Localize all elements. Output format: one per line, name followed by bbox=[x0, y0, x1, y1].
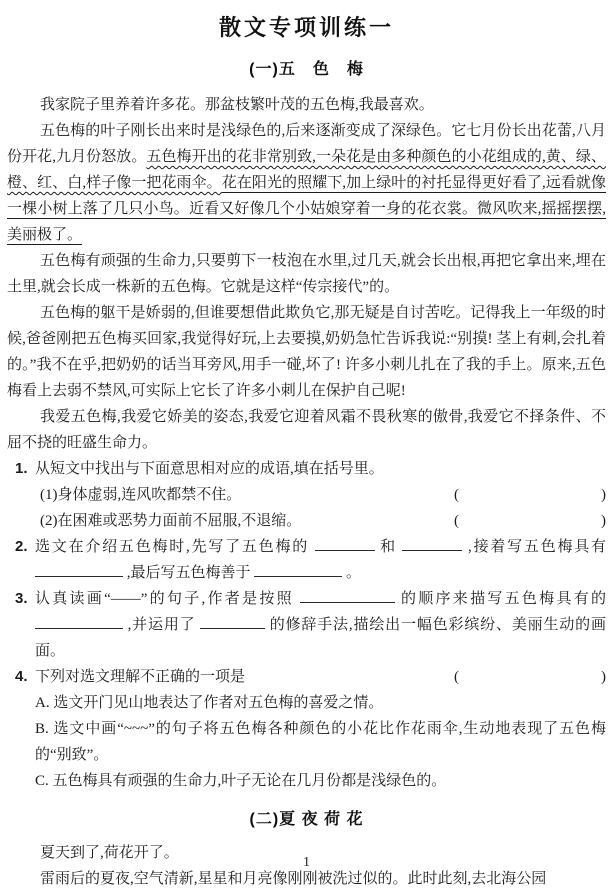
passage-paragraph-1: 我家院子里养着许多花。那盆枝繁叶茂的五色梅,我最喜欢。 bbox=[40, 97, 434, 113]
question-1-item-1 bbox=[35, 482, 606, 508]
question-3-text-c: ,并运用了 bbox=[127, 617, 196, 633]
question-3 bbox=[7, 586, 606, 664]
answer-bracket bbox=[454, 482, 606, 508]
paren-close: ) bbox=[601, 513, 606, 529]
question-4-stem bbox=[35, 664, 606, 690]
blank-line bbox=[402, 536, 462, 551]
paren-close: ) bbox=[601, 669, 606, 685]
question-4-number: 4. bbox=[15, 668, 28, 685]
question-3-number: 3. bbox=[15, 590, 28, 607]
blank-line bbox=[35, 562, 123, 577]
question-3-text-d: 的修辞手法,描绘出一幅色彩缤纷、美丽生动的画面。 bbox=[35, 617, 607, 659]
question-3-text-a: 认真读画“——”的句子,作者是按照 bbox=[35, 591, 294, 607]
passage-paragraph-3: 五色梅有顽强的生命力,只要剪下一枝泡在水里,过几天,就会长出根,再把它拿出来,埋在土里,就会长成一株新的五色梅。它就是这样“传宗接代”的。 bbox=[7, 253, 606, 295]
question-4-text: 下列对选文理解不正确的一项是 bbox=[35, 669, 246, 685]
question-1-item-1-text: (1)身体虚弱,连风吹都禁不住。 bbox=[40, 487, 242, 503]
paren-open: ( bbox=[454, 513, 459, 529]
question-2 bbox=[7, 534, 606, 586]
question-2-text-a: 选文在介绍五色梅时,先写了五色梅的 bbox=[35, 539, 310, 555]
question-list bbox=[7, 456, 606, 794]
question-4-option-b: B. 选文中画“~~~”的句子将五色梅各种颜色的小花比作花雨伞,生动地表现了五色梅的“别致”。 bbox=[35, 721, 606, 763]
question-1 bbox=[7, 456, 606, 534]
section-1-heading: (一)五 色 梅 bbox=[249, 61, 364, 78]
question-1-item-2 bbox=[35, 508, 606, 534]
section-2 bbox=[7, 810, 606, 892]
passage-paragraph-2 bbox=[7, 118, 606, 248]
blank-line bbox=[35, 614, 123, 629]
passage-2-paragraph-2: 雷雨后的夏夜,空气清新,星星和月亮像刚刚被洗过似的。此时此刻,去北海公园 bbox=[40, 871, 547, 887]
paren-open: ( bbox=[454, 669, 459, 685]
question-1-number: 1. bbox=[15, 460, 28, 477]
page-title: 散文专项训练一 bbox=[218, 15, 394, 40]
passage-paragraph-5: 我爱五色梅,我爱它娇美的姿态,我爱它迎着风霜不畏秋寒的傲骨,我爱它不择条件、不屈不挠的旺盛生命力。 bbox=[7, 409, 606, 451]
question-2-number: 2. bbox=[15, 538, 28, 555]
question-4-option-c: C. 五色梅具有顽强的生命力,叶子无论在几月份都是浅绿色的。 bbox=[35, 773, 447, 789]
blank-line bbox=[315, 536, 375, 551]
question-3-text-b: 的顺序来描写五色梅具有的 bbox=[400, 591, 607, 607]
paren-open: ( bbox=[454, 487, 459, 503]
blank-line bbox=[254, 562, 342, 577]
question-2-text-d: ,最后写五色梅善于 bbox=[126, 565, 251, 581]
question-4 bbox=[7, 664, 606, 794]
section-2-heading: (二)夏 夜 荷 花 bbox=[249, 811, 364, 828]
passage-paragraph-4: 五色梅的躯干是娇弱的,但谁要想借此欺负它,那无疑是自讨苦吃。记得我上一年级的时候,爸爸刚把五色梅买回家,我觉得好玩,上去要摸,奶奶急忙告诉我说:“别摸! 茎上有刺,会扎着的。”我不在乎,把奶奶的话当耳旁风,用手一碰,坏了! 许多小刺儿扎在了我的手上。原来,五色梅看上去弱不禁风,可实际上它长了许多小刺儿在保护自己呢! bbox=[7, 305, 606, 399]
answer-bracket bbox=[454, 508, 606, 534]
blank-line bbox=[200, 614, 265, 629]
question-2-text-c: ,接着写五色梅具有 bbox=[468, 539, 607, 555]
passage-1 bbox=[7, 92, 606, 456]
paragraph-2-plain-text: 五色梅的叶子刚长出来时是浅绿色的,后来逐渐变成了深绿色。它七月份长出花蕾,八月份开花,九月份怒放。 bbox=[7, 123, 606, 165]
question-1-item-2-text: (2)在困难或恶势力面前不屈服,不退缩。 bbox=[40, 513, 302, 529]
page-number: 1 bbox=[303, 855, 310, 870]
blank-line bbox=[300, 588, 395, 603]
question-4-option-a: A. 选文开门见山地表达了作者对五色梅的喜爱之情。 bbox=[35, 695, 384, 711]
question-2-text-b: 和 bbox=[380, 539, 397, 555]
answer-bracket bbox=[454, 664, 606, 690]
passage-2-paragraph-1: 夏天到了,荷花开了。 bbox=[40, 845, 179, 861]
paren-close: ) bbox=[601, 487, 606, 503]
paragraph-2-underlined-text: 花在阳光的照耀下,加上绿叶的衬托显得更好看了,远看就像一棵小树上落了几只小鸟。近看又好像几个小姑娘穿着一身的花衣裳。微风吹来,摇摇摆摆,美丽极了。 bbox=[7, 175, 606, 243]
question-1-text: 从短文中找出与下面意思相对应的成语,填在括号里。 bbox=[35, 461, 384, 477]
paragraph-2-wavy-underlined-text: 五色梅开出的花非常别致,一朵花是由多种颜色的小花组成的,黄、绿、橙、红、白,样子像一把花雨伞。 bbox=[7, 149, 606, 191]
question-2-text-e: 。 bbox=[346, 565, 362, 581]
